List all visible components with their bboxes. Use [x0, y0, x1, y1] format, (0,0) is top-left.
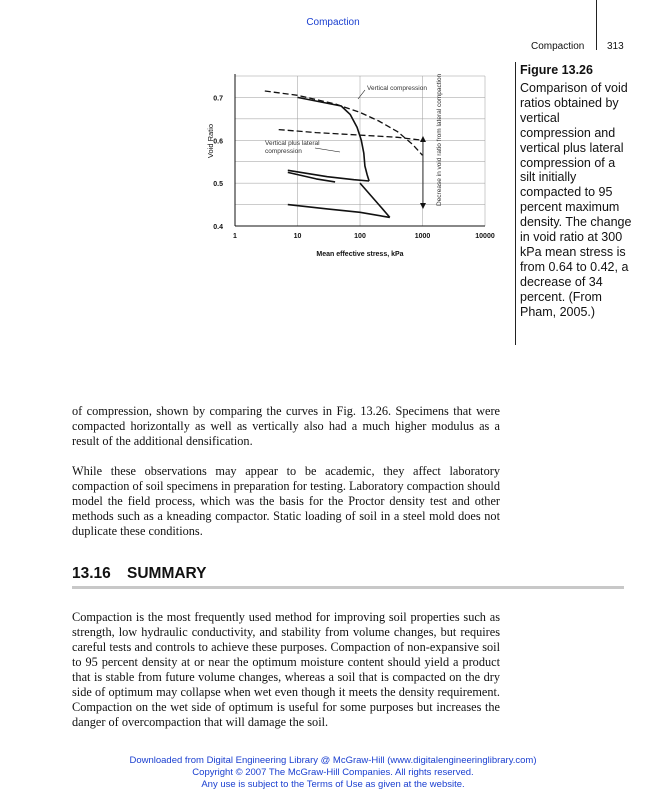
section-title: SUMMARY: [127, 565, 207, 582]
running-header-title: Compaction: [306, 17, 360, 28]
annotation-vertical-compression: Vertical compression: [367, 85, 427, 92]
footer: [0, 755, 666, 791]
annotation-decrease: Decrease in void ratio from lateral compaction: [436, 73, 443, 206]
y-tick-label: 0.4: [213, 224, 223, 231]
header-divider: [596, 0, 597, 50]
x-axis-label: Mean effective stress, kPa: [316, 251, 404, 258]
figure-label: Figure 13.26: [520, 63, 593, 77]
annotation-lateral-compression: Vertical plus lateral compression: [265, 140, 320, 155]
x-tick-label: 10000: [475, 233, 495, 240]
y-axis-label: Void Ratio: [206, 123, 215, 159]
x-tick-label: 1: [233, 233, 237, 240]
paragraph-summary: Compaction is the most frequently used method for improving soil properties such as strength, low hydraulic conductivity, and stability from volume changes, but requires careful tests and controls to achieve these purposes. Compaction of non-expansive soil to 95 percent density at or near the optimum moisture content should yield a product that is stable from future volume changes, whereas a soil that is compacted on the dry side of optimum may collapse when wet even though it meets the density requirement. Compaction on the wet side of optimum is useful for some purposes but increases the danger of overcompaction that will damage the soil.: [72, 610, 500, 729]
footer-terms-line[interactable]: Any use is subject to the Terms of Use as given at the website.: [201, 779, 465, 790]
paragraph-1: of compression, shown by comparing the curves in Fig. 13.26. Specimens that were compacted horizontally as well as vertically also had a much higher modulus as a result of the additional densification.: [72, 404, 500, 448]
x-tick-label: 10: [293, 233, 302, 240]
footer-download-line[interactable]: Downloaded from Digital Engineering Library @ McGraw-Hill (www.digitalengineeringlibrary.com): [129, 755, 537, 766]
paragraph-2: While these observations may appear to be academic, they affect laboratory compaction of soil specimens in preparation for testing. Laboratory compaction should model the field process, which was the basis for the Proctor density test and other methods such as a kneading compactor. Static loading of soil in a steel mold does not duplicate these conditions.: [72, 464, 500, 538]
section-rule: [72, 586, 624, 589]
y-tick-label: 0.5: [213, 181, 223, 189]
series-line: [288, 205, 390, 218]
section-number: 13.16: [72, 565, 111, 582]
chart-ticks: [206, 95, 495, 258]
x-tick-label: 1000: [414, 233, 431, 240]
decrease-arrowhead-top: [420, 136, 426, 142]
y-tick-label: 0.7: [213, 95, 223, 103]
x-tick-label: 100: [354, 233, 366, 240]
caption-divider: [515, 62, 516, 345]
decrease-arrowhead-bottom: [420, 203, 426, 209]
footer-copyright-line: Copyright © 2007 The McGraw-Hill Companies. All rights reserved.: [192, 767, 474, 778]
page-number: 313: [607, 41, 624, 52]
figure-caption: Comparison of void ratios obtained by vertical compression and vertical plus lateral compression of a silt initially compacted to 95 percent maximum density. The change in void ratio at 300 kPa mean stress is from 0.64 to 0.42, a decrease of 34 percent. (From Pham, 2005.): [520, 81, 632, 319]
chart-annotations: [265, 73, 443, 209]
void-ratio-chart: [195, 68, 500, 268]
section-heading: [72, 565, 207, 583]
chapter-title: Compaction: [531, 41, 585, 52]
y-tick-label: 0.6: [213, 138, 223, 146]
